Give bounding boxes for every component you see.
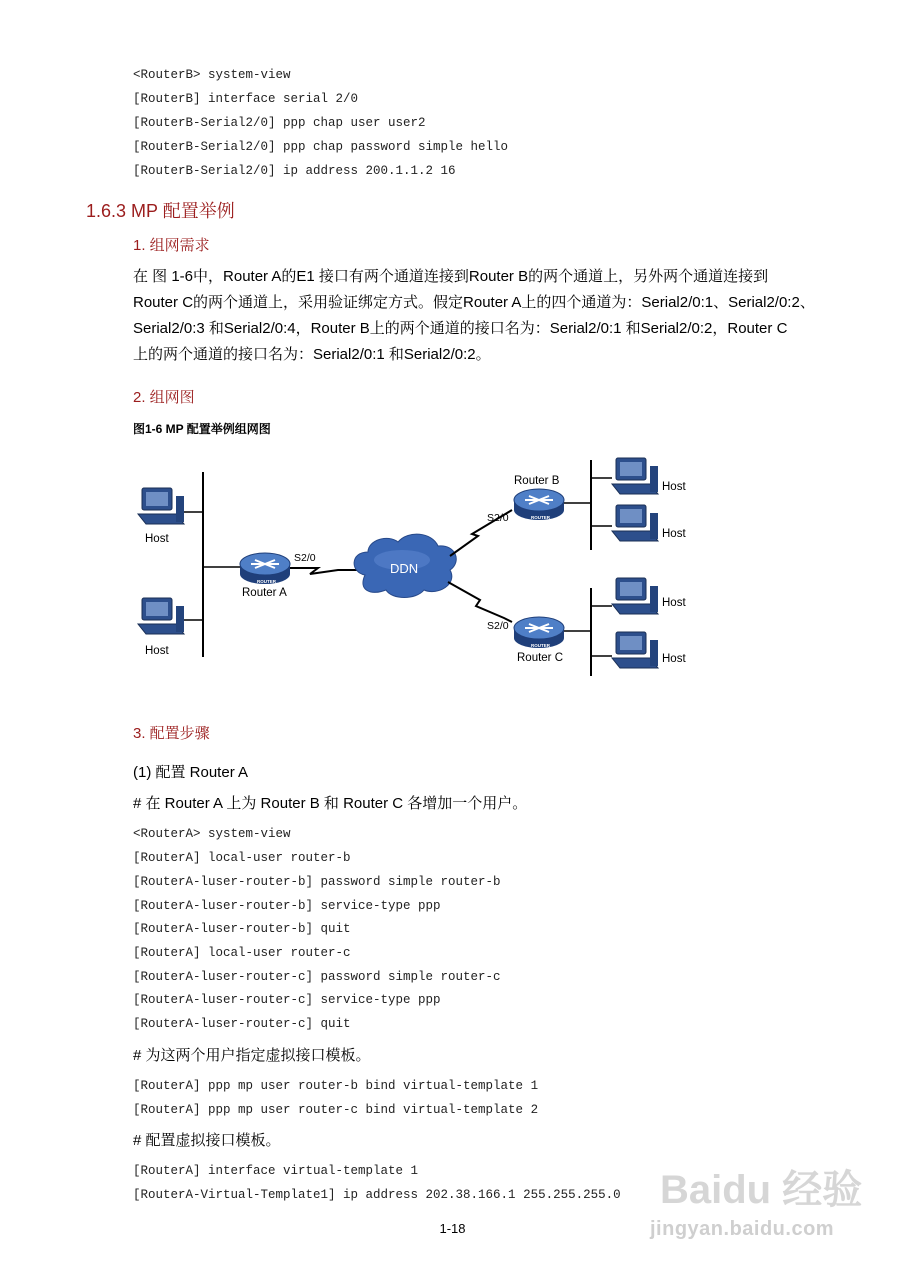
host-icon <box>612 578 658 614</box>
requirements-paragraph <box>133 264 823 368</box>
code-line: [RouterA] ppp mp user router-c bind virtual-template 2 <box>133 1103 539 1117</box>
paragraph-line: 上的两个通道的接口名为：Serial2/0:1 和Serial2/0:2。 <box>133 346 491 363</box>
router-a-interface: S2/0 <box>294 552 316 564</box>
code-line: [RouterA-luser-router-b] quit <box>133 922 351 936</box>
host-label: Host <box>662 597 686 609</box>
host-label: Host <box>145 645 169 657</box>
host-label: Host <box>662 653 686 665</box>
code-line: <RouterA> system-view <box>133 827 291 841</box>
serial-link-c <box>448 582 512 622</box>
code-line: [RouterB-Serial2/0] ppp chap password simple hello <box>133 140 509 154</box>
router-c-interface: S2/0 <box>487 620 509 632</box>
router-icon-text: ROUTER <box>531 515 550 520</box>
watermark-logo: Baidu 经验 <box>660 1168 863 1212</box>
host-icon <box>612 632 658 668</box>
host-icon <box>612 458 658 494</box>
watermark-url: jingyan.baidu.com <box>650 1218 835 1240</box>
code-line: [RouterB-Serial2/0] ip address 200.1.1.2 16 <box>133 164 456 178</box>
router-icon-text: ROUTER <box>531 643 550 648</box>
code-line: [RouterB-Serial2/0] ppp chap user user2 <box>133 116 426 130</box>
code-line: [RouterA] interface virtual-template 1 <box>133 1164 419 1178</box>
code-line: [RouterA-luser-router-b] password simple router-b <box>133 875 501 889</box>
page-number: 1-18 <box>439 1221 466 1236</box>
paragraph-line: Router C的两个通道上，采用验证绑定方式。假定Router A上的四个通道为：Serial2/0:1、Serial2/0:2、 <box>133 294 815 311</box>
router-c-label: Router C <box>517 652 564 664</box>
network-diagram <box>0 450 905 690</box>
code-line: [RouterA-luser-router-c] quit <box>133 1017 351 1031</box>
diagram-heading: 2. 组网图 <box>133 389 195 406</box>
paragraph-line: 在 图 1-6中，Router A的E1 接口有两个通道连接到Router B的两个通道上，另外两个通道连接到 <box>133 268 769 285</box>
host-icon <box>612 505 658 541</box>
requirements-heading: 1. 组网需求 <box>133 237 210 254</box>
host-label: Host <box>145 533 169 545</box>
host-icon <box>138 598 184 634</box>
code-line: [RouterA-luser-router-c] service-type ppp <box>133 993 441 1007</box>
serial-link-a <box>290 568 358 574</box>
step-1: (1) 配置 Router A <box>133 764 249 781</box>
code-line: [RouterA] local-user router-c <box>133 946 351 960</box>
comment-add-users: # 在 Router A 上为 Router B 和 Router C 各增加一个用户。 <box>133 795 528 812</box>
host-icon <box>138 488 184 524</box>
code-line: <RouterB> system-view <box>133 68 291 82</box>
comment-configure-template: # 配置虚拟接口模板。 <box>133 1132 281 1149</box>
router-b-interface: S2/0 <box>487 512 509 524</box>
cloud-label: DDN <box>390 561 419 576</box>
host-label: Host <box>662 528 686 540</box>
code-line: [RouterA-luser-router-c] password simple router-c <box>133 970 501 984</box>
paragraph-line: Serial2/0:3 和Serial2/0:4，Router B上的两个通道的接口名为：Serial2/0:1 和Serial2/0:2，Router C <box>133 320 788 337</box>
figure-caption: 图1-6 MP 配置举例组网图 <box>133 422 271 436</box>
comment-bind-template: # 为这两个用户指定虚拟接口模板。 <box>133 1047 371 1064</box>
router-a-label: Router A <box>242 587 287 599</box>
code-line: [RouterA] ppp mp user router-b bind virtual-template 1 <box>133 1079 539 1093</box>
code-line: [RouterA-Virtual-Template1] ip address 202.38.166.1 255.255.255.0 <box>133 1188 621 1202</box>
code-line: [RouterB] interface serial 2/0 <box>133 92 359 106</box>
host-label: Host <box>662 481 686 493</box>
config-heading: 3. 配置步骤 <box>133 725 210 742</box>
section-title: 1.6.3 MP 配置举例 <box>86 201 235 221</box>
router-b-label: Router B <box>514 475 560 487</box>
code-line: [RouterA] local-user router-b <box>133 851 351 865</box>
code-line: [RouterA-luser-router-b] service-type ppp <box>133 899 441 913</box>
router-icon-text: ROUTER <box>257 579 276 584</box>
